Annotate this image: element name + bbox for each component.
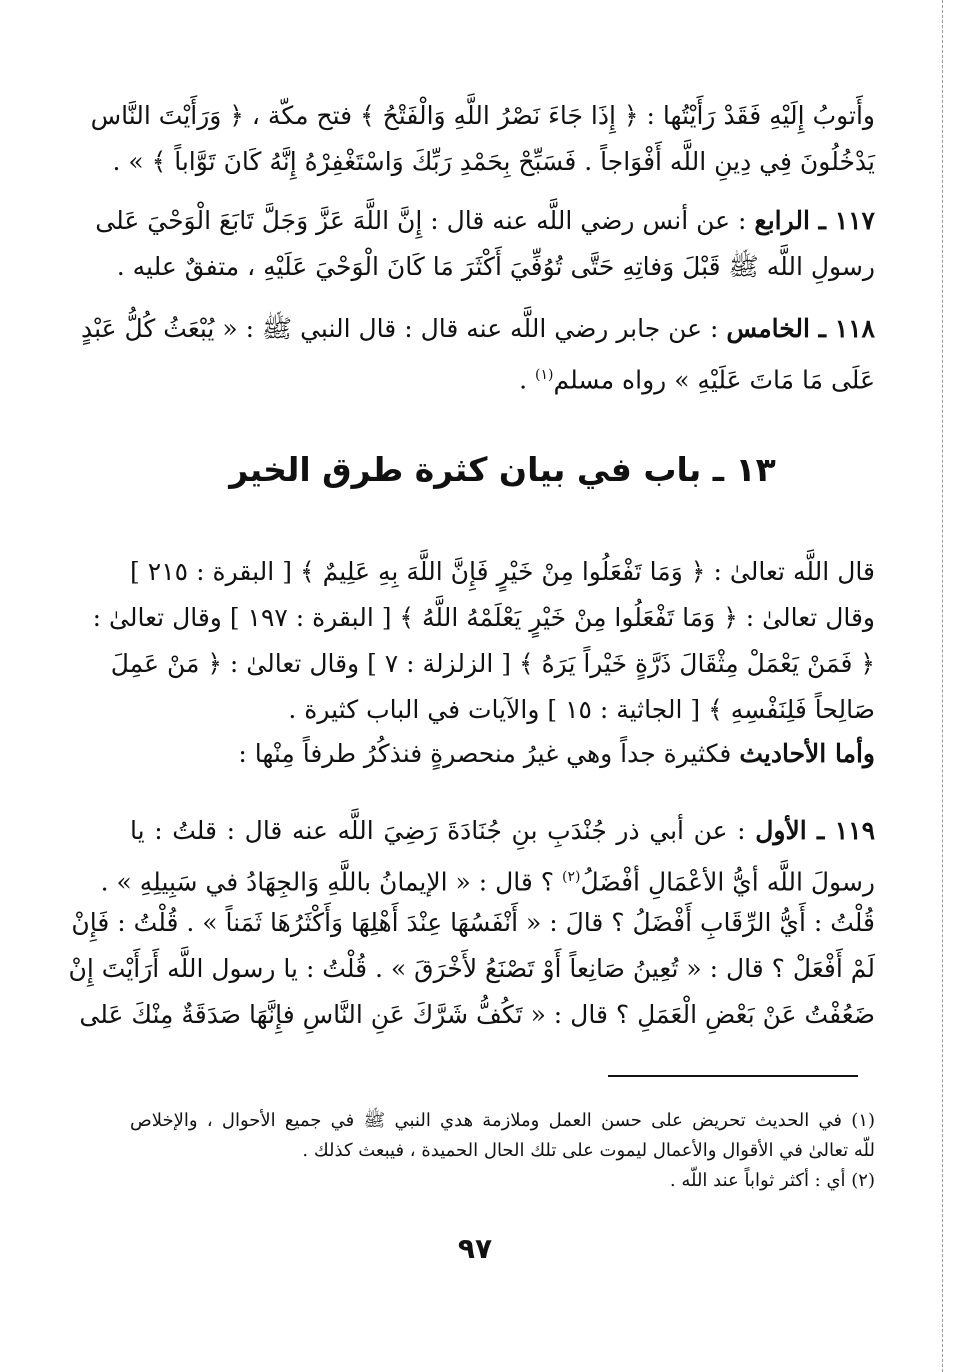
footnote-1-line: (١) في الحديث تحريض على حسن العمل وملازمة هدي النبي ﷺ في جميع الأحوال ، والإخلاص [130, 1110, 875, 1131]
text-line: ﴿ فَمَنْ يَعْمَلْ مِثْقَالَ ذَرَّةٍ خَيْراً يَرَهُ ﴾ [ الزلزلة : ٧ ] وقال تعالىٰ : ﴿ مَنْ عَمِلَ [110, 649, 875, 678]
page-edge-dashed-line [942, 0, 943, 1372]
chapter-heading: ١٣ ـ باب في بيان كثرة طرق الخير [229, 450, 776, 489]
text-line: قال اللَّه تعالىٰ : ﴿ وَمَا تَفْعَلُوا مِنْ خَيْرٍ فَإِنَّ اللَّهَ بِهِ عَلِيمٌ ﴾ [ البقرة : ٢١٥ ] [130, 557, 875, 586]
text-line: وقال تعالىٰ : ﴿ وَمَا تَفْعَلُوا مِنْ خَيْرٍ يَعْلَمْهُ اللَّهُ ﴾ [ البقرة : ١٩٧ ] وقال تعالىٰ : [92, 603, 875, 632]
hadith-text: : عن جابر رضي اللَّه عنه قال : قال النبي ﷺ : « يُبْعَثُ كُلُّ عَبْدٍ [80, 314, 719, 343]
page-number: ٩٧ [457, 1232, 493, 1265]
ahadith-intro-text: فكثيرة جداً وهي غيرُ منحصرةٍ فنذكُرُ طرفاً مِنْها : [238, 739, 740, 768]
text-line [130, 731, 875, 777]
text-line: يَدْخُلُونَ فِي دِينِ اللَّه أَفْوَاجاً . فَسَبِّحْ بِحَمْدِ رَبِّكَ وَاسْتَغْفِرْهُ إِنَّهُ كَانَ تَوَّاباً ﴾ » . [112, 147, 875, 176]
hadith-text: ؟ قال : « الإيمانُ باللَّهِ وَالجِهَادُ في سَبِيلِهِ » . [100, 867, 563, 897]
footnotes [130, 1106, 875, 1196]
hadith-text: : عن أنس رضي اللَّه عنه قال : إِنَّ اللَّهَ عَزَّ وَجَلَّ تَابَعَ الْوَحْيَ عَلى [95, 206, 747, 235]
hadith-text: : عن أبي ذر جُنْدَبِ بنِ جُنَادَةَ رَضِيَ اللَّه عنه قال : قلتُ : يا [130, 816, 746, 845]
text-line: لَمْ أَفْعَلْ ؟ قال : « تُعِينُ صَانِعاً أَوْ تَصْنَعُ لأَخْرَقَ » . قُلْتُ : يا رسول اللَّه أَرَأَيْتَ إِنْ [68, 954, 875, 983]
hadith-117 [95, 198, 875, 290]
ahadith-intro [130, 731, 875, 777]
footnote-ref-2[interactable]: (٢) [562, 869, 581, 885]
hadith-number-label: ١١٧ ـ الرابع [754, 206, 875, 235]
text-line [80, 306, 875, 352]
text-line: صَالِحاً فَلِنَفْسِهِ ﴾ [ الجاثية : ١٥ ] والآيات في الباب كثيرة . [288, 695, 875, 724]
ahadith-label: وأما الأحاديث [739, 739, 875, 768]
text-line: رسولِ اللَّه ﷺ قَبْلَ وَفاتِهِ حَتَّى تُوُفِّيَ أَكْثَرَ مَا كَانَ الْوَحْيَ عَلَيْهِ ، متفقٌ عليه . [116, 252, 875, 281]
footnote-ref-1[interactable]: (١) [535, 367, 554, 383]
footnote-2-line: (٢) أي : أكثر ثواباً عند اللّه . [669, 1170, 875, 1191]
hadith-118 [80, 306, 875, 398]
hadith-119 [68, 808, 876, 1038]
text-line: ضَعُفْتُ عَنْ بَعْضِ الْعَمَلِ ؟ قال : « تَكُفُّ شَرَّكَ عَنِ النَّاسِ فإِنَّهَا صَدَقَةٌ مِنْكَ عَلى [79, 1000, 875, 1029]
footnote-separator [608, 1075, 858, 1077]
text-line: قُلْتُ : أَيُّ الرِّقَابِ أَفْضَلُ ؟ قالَ : « أَنْفَسُهَا عِنْدَ أَهْلِهَا وَأَكْثَرُهَا ثَمَناً » . قُلْتُ : فَإِنْ [71, 908, 875, 937]
text-line [95, 198, 875, 244]
intro-paragraph [92, 549, 875, 733]
hadith-number-label: ١١٨ ـ الخامس [726, 314, 875, 343]
text-line [130, 808, 875, 854]
text-line [130, 352, 875, 398]
text-line [100, 854, 875, 900]
hadith-text: عَلَى مَا مَاتَ عَلَيْهِ » رواه مسلم [553, 365, 875, 395]
text-line: وأَتوبُ إِلَيْهِ فَقَدْ رَأَيْتُها : ﴿ إِذَا جَاءَ نَصْرُ اللَّهِ وَالْفَتْحُ ﴾ فتح مكّة ، ﴿ وَرَأَيْتَ النَّاس [90, 101, 875, 130]
top-paragraph [90, 93, 875, 185]
hadith-number-label: ١١٩ ـ الأول [755, 816, 876, 845]
footnote-1-line: للّه تعالىٰ في الأقوال والأعمال ليموت على تلك الحال الحميدة ، فيبعث كذلك . [302, 1140, 875, 1161]
hadith-text: رسولَ اللَّه أيُّ الأعْمَالِ أفْضَلُ [580, 867, 875, 897]
hadith-text-end: . [519, 365, 536, 395]
